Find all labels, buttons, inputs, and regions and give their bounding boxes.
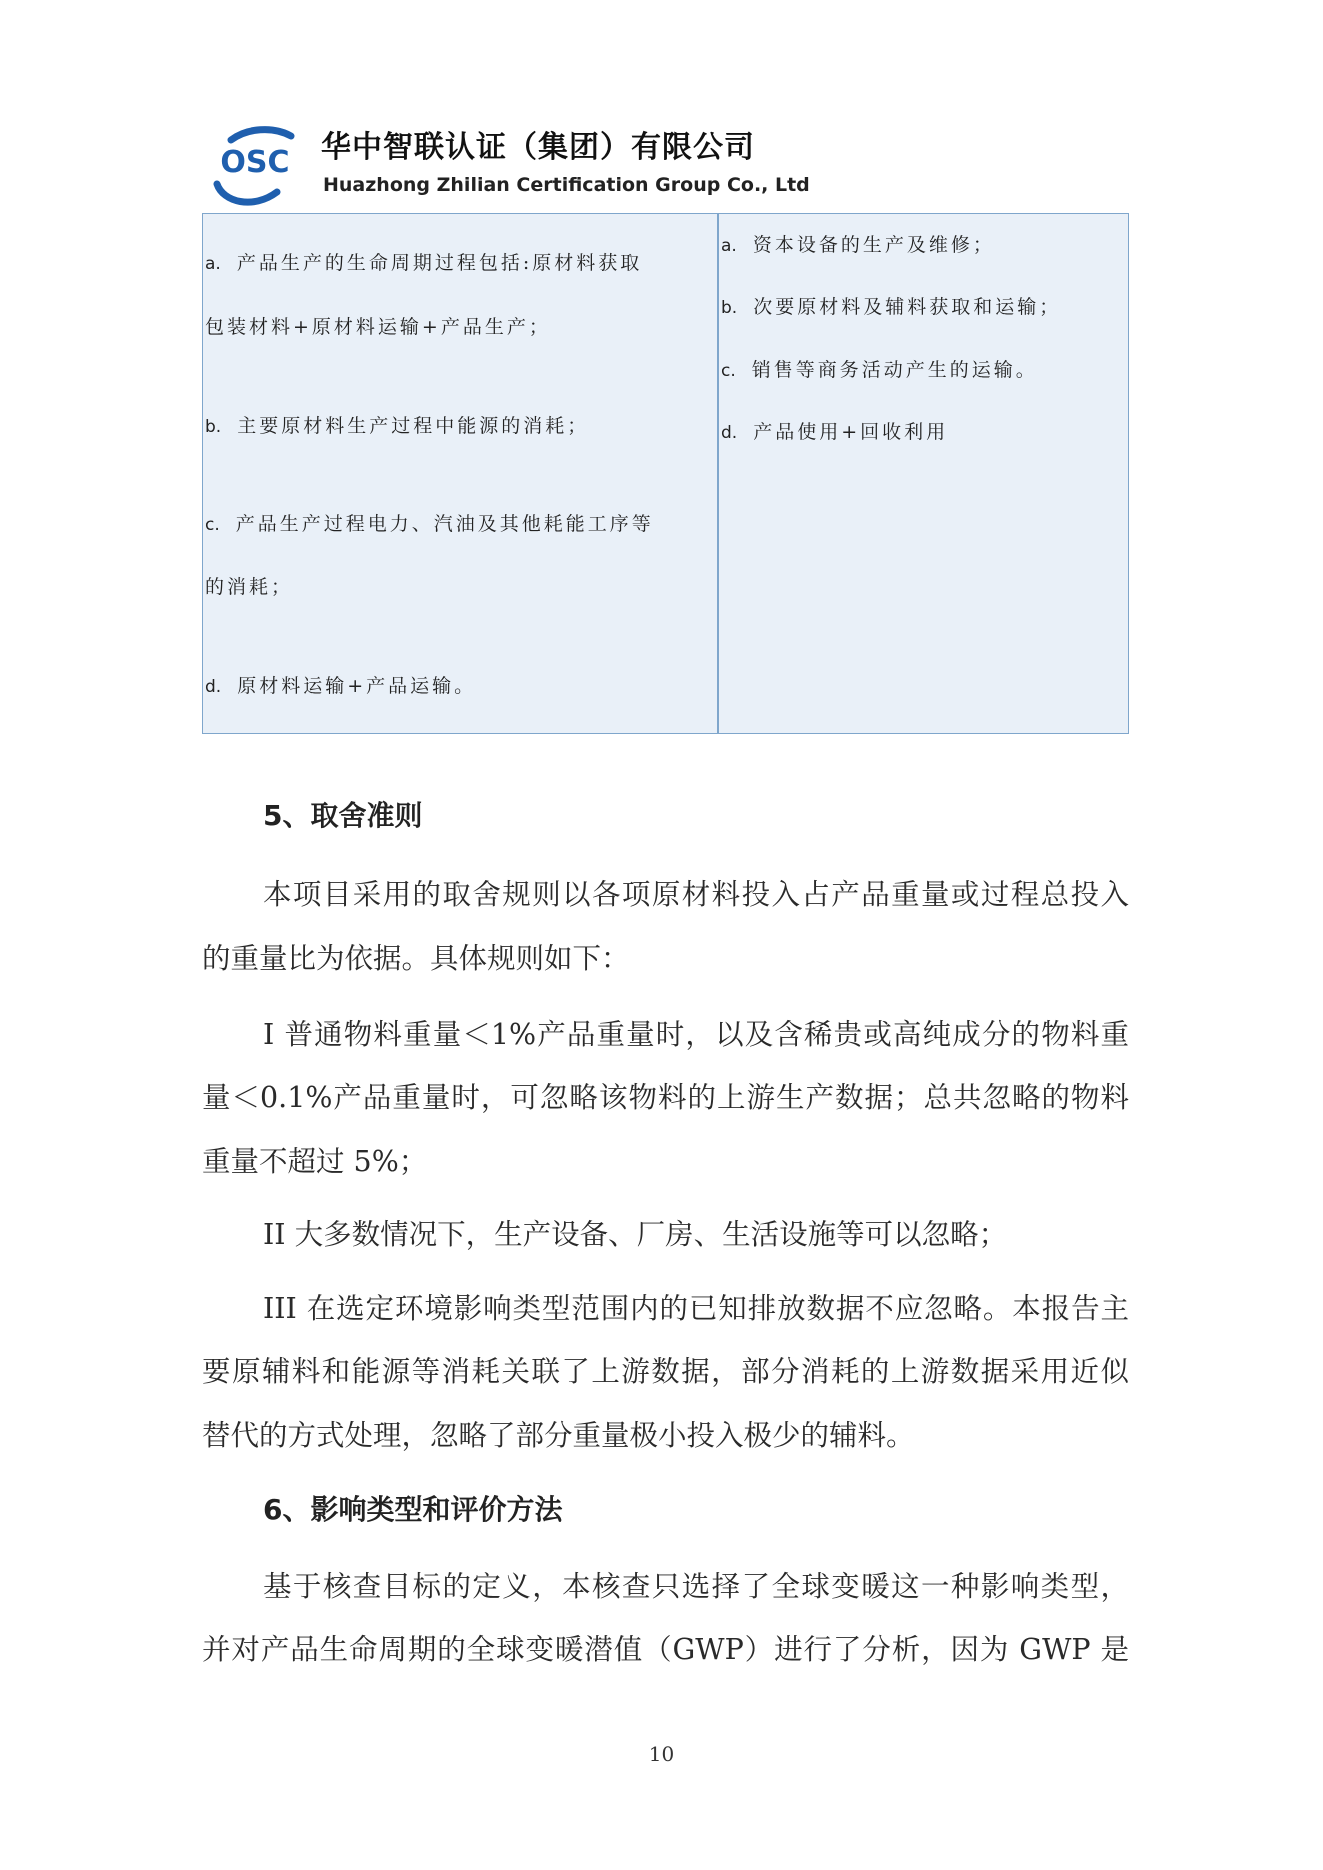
paragraph-line: 要原辅料和能源等消耗关联了上游数据，部分消耗的上游数据采用近似 [202, 1355, 1129, 1388]
right-item-a: a. 资本设备的生产及维修； [721, 234, 995, 256]
right-item-d: d. 产品使用+回收利用 [721, 421, 949, 443]
svg-text:OSC: OSC [220, 145, 290, 180]
paragraph-line: 重量不超过 5%； [202, 1145, 428, 1178]
table-column-divider [717, 214, 719, 733]
left-item-a-cont: 包装材料+原材料运输+产品生产； [205, 316, 551, 338]
page-number: 10 [648, 1742, 675, 1766]
left-item-a: a. 产品生产的生命周期过程包括:原材料获取 [205, 252, 643, 274]
left-item-d: d. 原材料运输+产品运输。 [205, 675, 477, 697]
right-item-c: c. 销售等商务活动产生的运输。 [721, 359, 1038, 381]
scope-table [202, 213, 1129, 734]
company-logo [213, 126, 297, 208]
left-item-c: c. 产品生产过程电力、汽油及其他耗能工序等 [205, 513, 654, 535]
right-item-b: b. 次要原材料及辅料获取和运输； [721, 296, 1062, 318]
paragraph-line: 本项目采用的取舍规则以各项原材料投入占产品重量或过程总投入 [263, 878, 1129, 911]
paragraph-line: 量＜0.1%产品重量时，可忽略该物料的上游生产数据；总共忽略的物料 [202, 1081, 1129, 1114]
section-heading-cutoff-criteria: 5、取舍准则 [263, 799, 423, 832]
paragraph-line: II 大多数情况下，生产设备、厂房、生活设施等可以忽略； [263, 1218, 1008, 1251]
paragraph-line: 基于核查目标的定义，本核查只选择了全球变暖这一种影响类型， [263, 1570, 1129, 1603]
paragraph-line: III 在选定环境影响类型范围内的已知排放数据不应忽略。本报告主 [263, 1292, 1129, 1325]
paragraph-line: 替代的方式处理，忽略了部分重量极小投入极少的辅料。 [202, 1419, 915, 1452]
paragraph-line: I 普通物料重量＜1%产品重量时，以及含稀贵或高纯成分的物料重 [263, 1018, 1129, 1051]
section-heading-impact-categories: 6、影响类型和评价方法 [263, 1493, 563, 1526]
left-item-c-cont: 的消耗； [205, 576, 294, 598]
company-name-cn: 华中智联认证（集团）有限公司 [321, 130, 755, 165]
company-name-en: Huazhong Zhilian Certification Group Co., Ltd [323, 174, 810, 196]
paragraph-line: 的重量比为依据。具体规则如下： [202, 942, 630, 975]
page-header [213, 118, 813, 208]
left-item-b: b. 主要原材料生产过程中能源的消耗； [205, 415, 590, 437]
paragraph-line: 并对产品生命周期的全球变暖潜值（GWP）进行了分析，因为 GWP 是 [202, 1633, 1129, 1666]
